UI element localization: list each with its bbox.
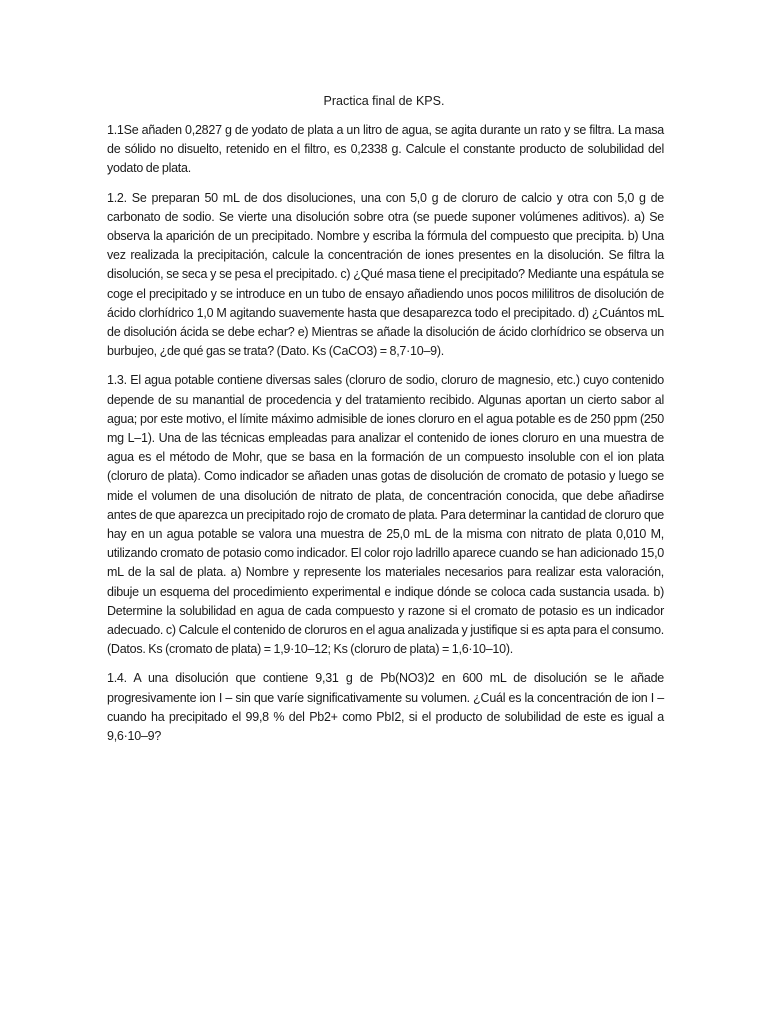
document-title: Practica final de KPS.: [323, 94, 445, 108]
problem-1-2: 1.2. Se preparan 50 mL de dos disoluciones, una con 5,0 g de cloruro de calcio y otra con 5,0 g de carbonato de sodio. Se vierte una disolución sobre otra (se puede suponer volúmenes aditivos). a) Se observa la aparición de un precipitado. Nombre y escriba la fórmula del compuesto que precipita. b) Una vez realizada la precipitación, calcule la concentración de iones presentes en la disolución. Se filtra la disolución, se seca y se pesa el precipitado. c) ¿Qué masa tiene el precipitado? Mediante una espátula se coge el precipitado y se introduce en un tubo de ensayo añadiendo unos pocos mililitros de disolución de ácido clorhídrico 1,0 M agitando suavemente hasta que desaparezca todo el precipitado. d) ¿Cuántos mL de disolución ácida se debe echar? e) Mientras se añade la disolución de ácido clorhídrico se observa un burbujeo, ¿de qué gas se trata? (Dato. Ks (CaCO3) = 8,7·10–9).: [107, 190, 664, 359]
problem-1-3: 1.3. El agua potable contiene diversas sales (cloruro de sodio, cloruro de magnesio, etc.) cuyo contenido depende de su manantial de procedencia y del tratamiento recibido. Algunas aportan un cierto sabor al agua; por este motivo, el límite máximo admisible de iones cloruro en el agua potable es de 250 ppm (250 mg L–1). Una de las técnicas empleadas para analizar el contenido de iones cloruro en una muestra de agua es el método de Mohr, que se basa en la formación de un compuesto insoluble con el ion plata (cloruro de plata). Como indicador se añaden unas gotas de disolución de cromato de potasio y luego se mide el volumen de una disolución de nitrato de plata, de concentración conocida, que debe añadirse antes de que aparezca un precipitado rojo de cromato de plata. Para determinar la cantidad de cloruro que hay en un agua potable se valora una muestra de 25,0 mL de la misma con nitrato de plata 0,010 M, utilizando cromato de potasio como indicador. El color rojo ladrillo aparece cuando se han adicionado 15,0 mL de la sal de plata. a) Nombre y represente los materiales necesarios para realizar esta valoración, dibuje un esquema del procedimiento experimental e indique dónde se coloca cada sustancia usada. b) Determine la solubilidad en agua de cada compuesto y razone si el cromato de potasio es un indicador adecuado. c) Calcule el contenido de cloruros en el agua analizada y justifique si es apta para el consumo. (Datos. Ks (cromato de plata) = 1,9·10–12; Ks (cloruro de plata) = 1,6·10–10).: [107, 373, 664, 657]
problem-1-1: 1.1Se añaden 0,2827 g de yodato de plata a un litro de agua, se agita durante un rato y se filtra. La masa de sólido no disuelto, retenido en el filtro, es 0,2338 g. Calcule el constante producto de solubilidad del yodato de plata.: [107, 123, 664, 176]
problem-1-4: 1.4. A una disolución que contiene 9,31 g de Pb(NO3)2 en 600 mL de disolución se le añade progresivamente ion I – sin que varíe significativamente su volumen. ¿Cuál es la concentración de ion I – cuando ha precipitado el 99,8 % del Pb2+ como PbI2, si el producto de solubilidad de este es igual a 9,6·10–9?: [107, 671, 664, 744]
document-body: [107, 121, 664, 756]
